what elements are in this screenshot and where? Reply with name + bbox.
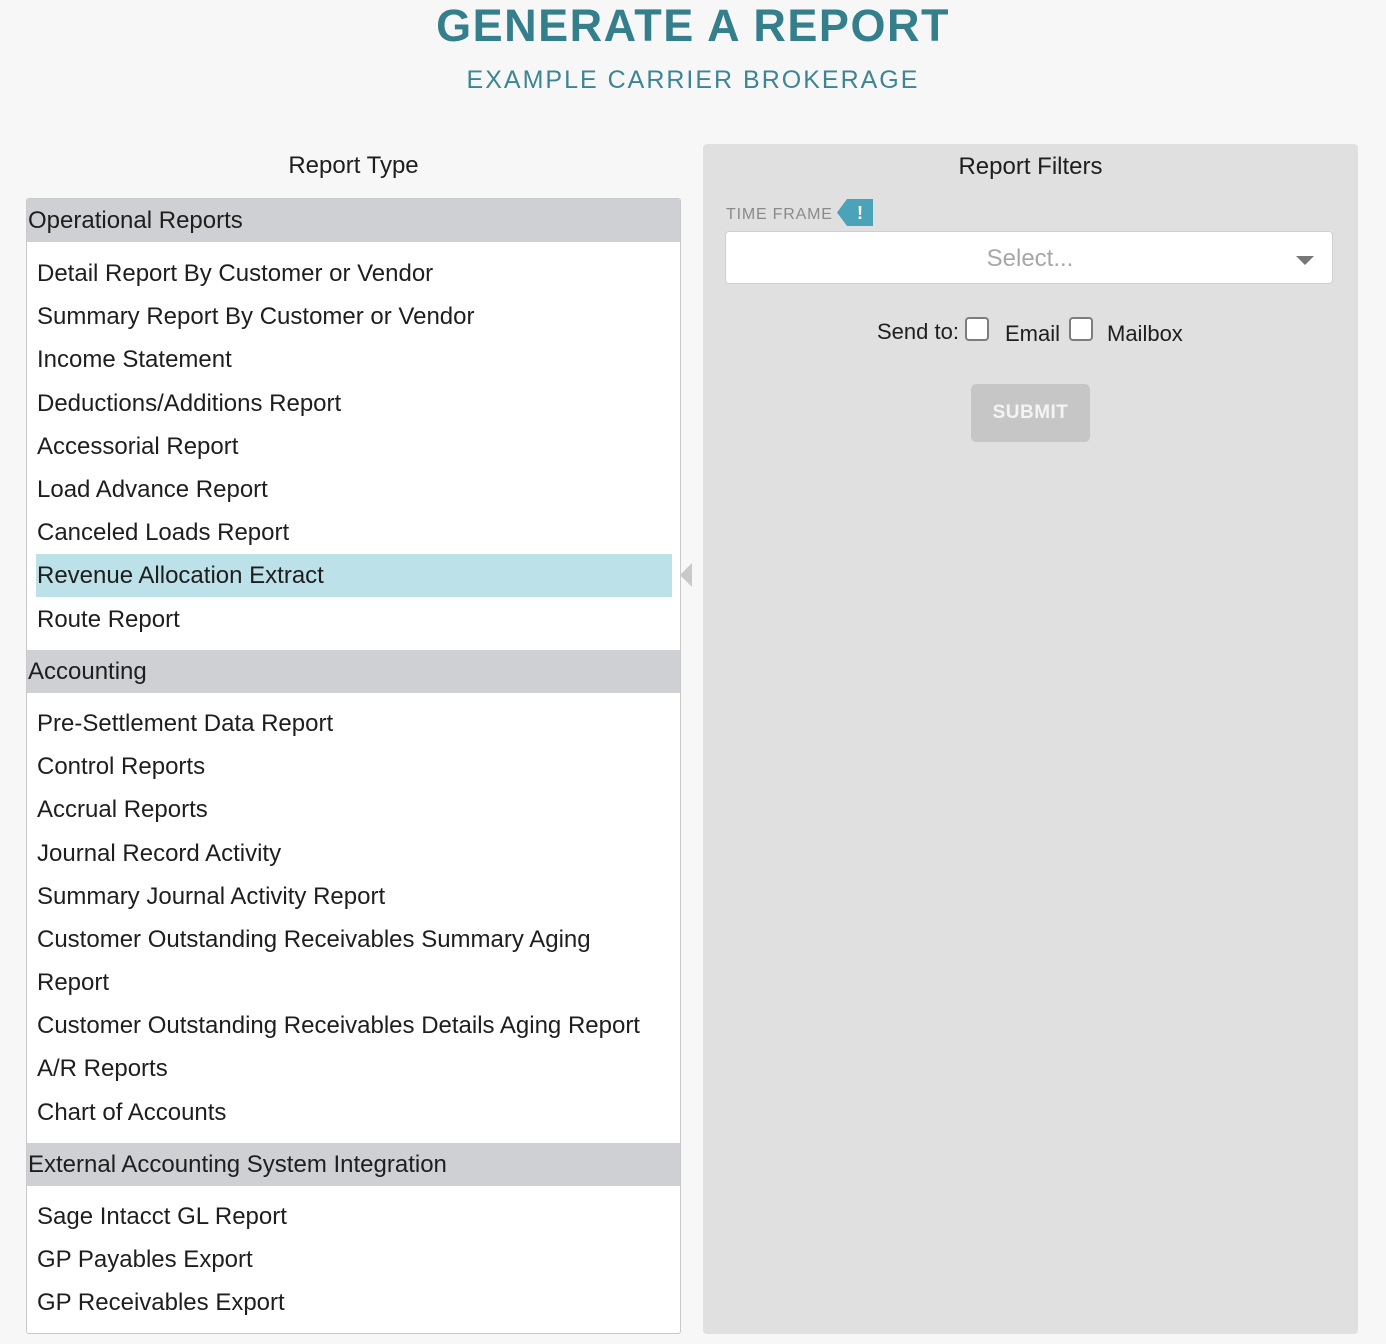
group-header-operational: Operational Reports	[27, 199, 680, 242]
list-item[interactable]: GP Payables Export	[37, 1246, 253, 1273]
email-label[interactable]: Email	[1005, 321, 1061, 346]
list-item[interactable]: Deductions/Additions Report	[37, 390, 342, 417]
list-item[interactable]: Accessorial Report	[37, 433, 239, 460]
time-frame-placeholder: Select...	[986, 245, 1074, 272]
list-item[interactable]: Route Report	[37, 606, 180, 633]
group-header-accounting: Accounting	[27, 650, 680, 693]
report-type-list[interactable]	[26, 198, 681, 1334]
list-item[interactable]: Detail Report By Customer or Vendor	[37, 260, 434, 287]
report-type-heading: Report Type	[288, 152, 419, 179]
mailbox-checkbox[interactable]	[1069, 317, 1093, 341]
list-item[interactable]: Control Reports	[37, 753, 206, 780]
selection-pointer-icon	[680, 563, 692, 587]
email-checkbox[interactable]	[965, 317, 989, 341]
list-item[interactable]: GP Receivables Export	[37, 1289, 285, 1316]
submit-button[interactable]: SUBMIT	[971, 384, 1090, 442]
list-item[interactable]: Pre-Settlement Data Report	[37, 710, 334, 737]
time-frame-select[interactable]	[725, 231, 1333, 284]
send-to-label: Send to:	[877, 319, 959, 344]
chevron-down-icon[interactable]	[1296, 256, 1314, 265]
list-item[interactable]: Load Advance Report	[37, 476, 268, 503]
list-item[interactable]: Canceled Loads Report	[37, 519, 290, 546]
list-item[interactable]: Customer Outstanding Receivables Details Aging Report	[37, 1012, 640, 1039]
list-item[interactable]: Summary Journal Activity Report	[37, 883, 386, 910]
list-item[interactable]: Income Statement	[37, 346, 232, 373]
list-item[interactable]: Journal Record Activity	[37, 840, 282, 867]
report-filters-panel	[703, 144, 1358, 1334]
mailbox-label[interactable]: Mailbox	[1107, 321, 1183, 346]
page-subtitle: EXAMPLE CARRIER BROKERAGE	[466, 66, 920, 94]
list-item[interactable]: Accrual Reports	[37, 796, 208, 823]
required-alert-icon	[837, 199, 873, 226]
report-filters-heading: Report Filters	[958, 153, 1103, 180]
list-item[interactable]: Customer Outstanding Receivables Summary Aging Report	[37, 926, 591, 996]
page-title: GENERATE A REPORT	[436, 0, 950, 51]
time-frame-label: TIME FRAME	[726, 206, 833, 223]
send-to-row	[703, 316, 1358, 350]
list-item[interactable]: A/R Reports	[37, 1055, 168, 1082]
list-item-selected[interactable]: Revenue Allocation Extract	[36, 554, 672, 597]
list-item[interactable]: Chart of Accounts	[37, 1099, 227, 1126]
group-header-external: External Accounting System Integration	[27, 1143, 680, 1186]
list-item[interactable]: Sage Intacct GL Report	[37, 1203, 287, 1230]
list-item[interactable]: Summary Report By Customer or Vendor	[37, 303, 475, 330]
alert-mark: !	[857, 203, 863, 223]
